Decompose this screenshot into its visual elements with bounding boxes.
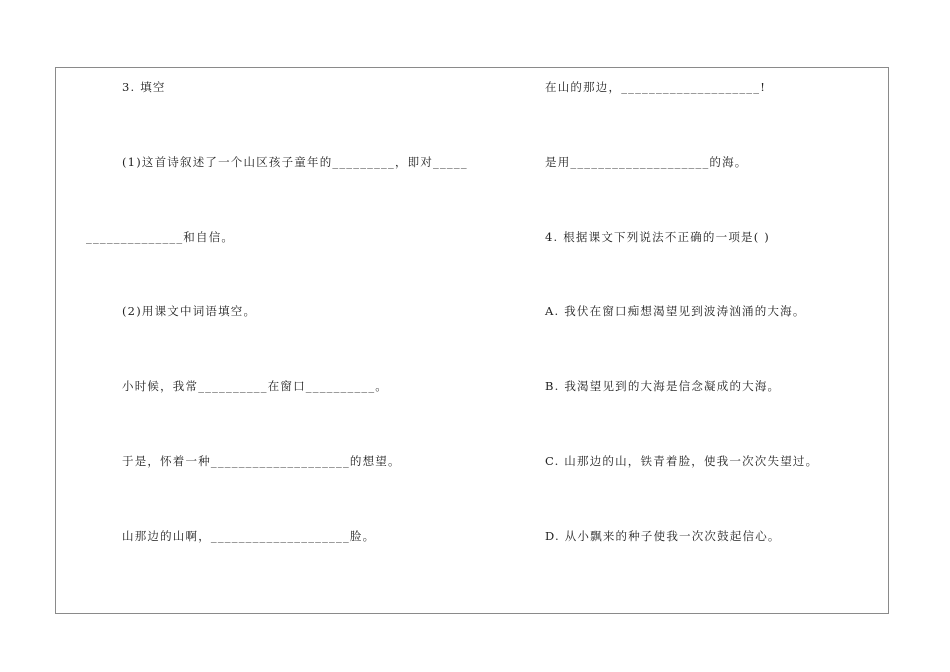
question-4-heading: 4. 根据课文下列说法不正确的一项是( ) [545,230,770,244]
question-3-heading: 3. 填空 [122,80,166,94]
fill-blank-line-2: 于是，怀着一种____________________的想望。 [122,454,401,468]
fill-blank-line-4: 在山的那边，____________________! [545,80,767,94]
question-4-option-b: B. 我渴望见到的大海是信念凝成的大海。 [545,379,781,393]
question-3-part-1-line-2: ______________和自信。 [86,230,235,244]
fill-blank-line-3: 山那边的山啊，____________________脸。 [122,529,376,543]
question-4-option-d: D. 从小飘来的种子使我一次次鼓起信心。 [545,529,781,543]
question-3-part-1-line-1: (1)这首诗叙述了一个山区孩子童年的_________，即对_____ [122,155,468,169]
question-3-part-2-heading: (2)用课文中词语填空。 [122,304,257,318]
question-4-option-a: A. 我伏在窗口痴想渴望见到波涛汹涌的大海。 [545,304,806,318]
fill-blank-line-1: 小时候，我常__________在窗口__________。 [122,379,388,393]
question-4-option-c: C. 山那边的山，铁青着脸，使我一次次失望过。 [545,454,819,468]
fill-blank-line-5: 是用____________________的海。 [545,155,748,169]
